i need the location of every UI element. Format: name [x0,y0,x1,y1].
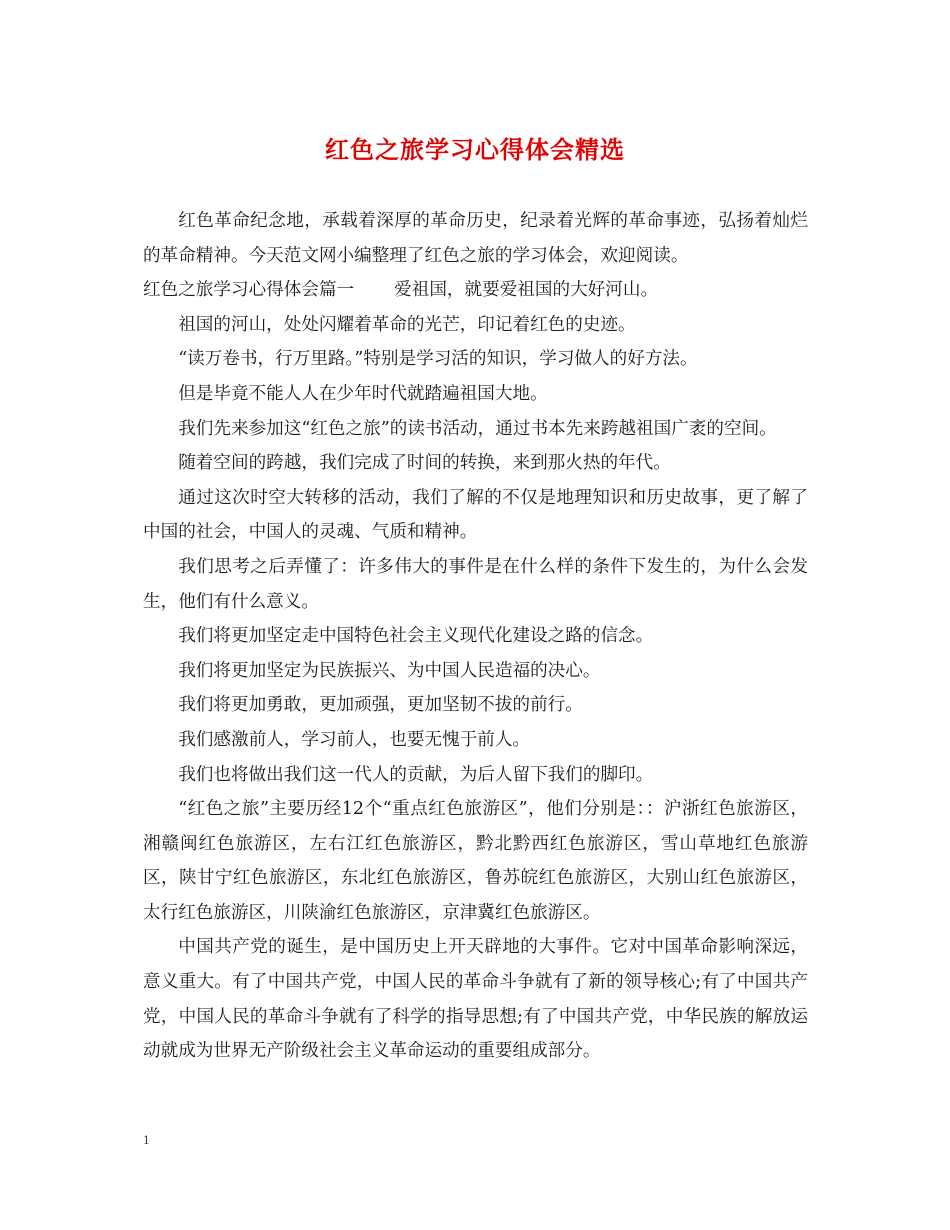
section-first-line: 爱祖国，就要爱祖国的大好河山。 [394,280,659,301]
body-paragraph: “读万卷书，行万里路。”特别是学习活的知识，学习做人的好方法。 [178,349,698,370]
body-paragraph: 我们将更加勇敢，更加顽强，更加坚韧不拔的前行。 [178,695,583,716]
intro-paragraph: 红色革命纪念地，承载着深厚的革命历史，纪录着光辉的革命事迹，弘扬着灿烂的革命精神。今天范文网小编整理了红色之旅的学习体会，欢迎阅读。 [143,211,808,266]
page-number: 1 [143,1132,150,1147]
document-title: 红色之旅学习心得体会精选 [325,135,625,164]
body-paragraph: 随着空间的跨越，我们完成了时间的转换，来到那火热的年代。 [178,453,671,474]
body-paragraph: 我们思考之后弄懂了：许多伟大的事件是在什么样的条件下发生的，为什么会发生，他们有什么意义。 [143,556,808,612]
body-paragraph: 祖国的河山，处处闪耀着革命的光芒，印记着红色的史迹。 [178,314,636,335]
section-heading: 红色之旅学习心得体会篇一 [143,280,355,301]
body-paragraph: 我们感激前人，学习前人，也要无愧于前人。 [178,729,531,750]
body-paragraph: “红色之旅”主要历经12个“重点红色旅游区”，他们分别是：：沪浙红色旅游区，湘赣闽红色旅游区，左右江红色旅游区，黔北黔西红色旅游区，雪山草地红色旅游区，陕甘宁红色旅游区，东北红色旅游区，鲁苏皖红色旅游区，大别山红色旅游区，太行红色旅游区，川陕渝红色旅游区，京津冀红色旅游区。 [143,799,808,923]
body-paragraph: 我们先来参加这“红色之旅”的读书活动，通过书本先来跨越祖国广袤的空间。 [178,418,777,439]
body-paragraph: 但是毕竟不能人人在少年时代就踏遍祖国大地。 [178,383,548,404]
body-paragraph: 我们也将做出我们这一代人的贡献，为后人留下我们的脚印。 [178,764,654,785]
section-heading-line [143,273,808,308]
body-paragraph: 通过这次时空大转移的活动，我们了解的不仅是地理知识和历史故事，更了解了中国的社会，中国人的灵魂、气质和精神。 [143,487,808,543]
body-paragraph: 我们将更加坚定走中国特色社会主义现代化建设之路的信念。 [178,626,654,647]
document-body [143,204,808,1069]
body-paragraph: 中国共产党的诞生，是中国历史上开天辟地的大事件。它对中国革命影响深远，意义重大。有了中国共产党，中国人民的革命斗争就有了新的领导核心;有了中国共产党，中国人民的革命斗争就有了科学的指导思想;有了中国共产党，中华民族的解放运动就成为世界无产阶级社会主义革命运动的重要组成部分。 [143,937,808,1062]
body-paragraph: 我们将更加坚定为民族振兴、为中国人民造福的决心。 [178,660,601,681]
